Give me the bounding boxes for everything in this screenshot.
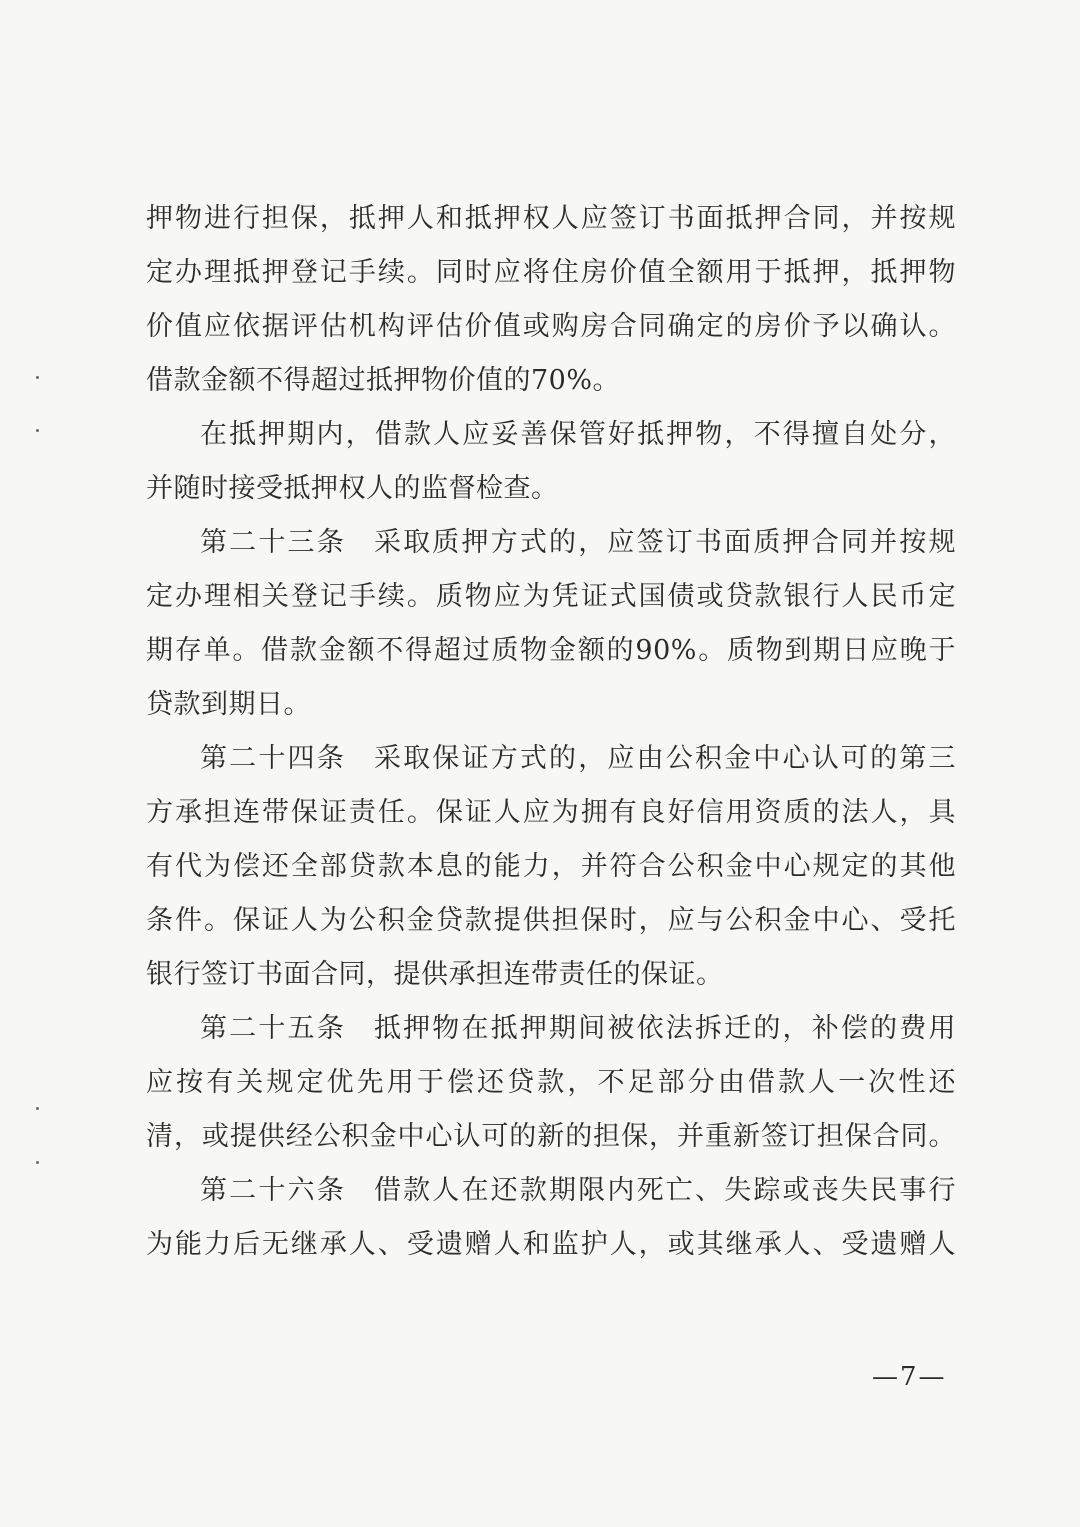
article-number: 第二十四条: [200, 743, 346, 774]
paragraph: [146, 408, 956, 516]
text-line: 清，或提供经公积金中心认可的新的担保，并重新签订担保合同。: [146, 1121, 956, 1152]
text-line: 银行签订书面合同，提供承担连带责任的保证。: [146, 959, 724, 990]
paragraph: [146, 1002, 956, 1164]
document-body: [146, 192, 956, 1272]
article-text: 借款人在还款期限内死亡、失踪或丧失民事行: [373, 1175, 956, 1206]
text-line: 价值应依据评估机构评估价值或购房合同确定的房价予以确认。: [146, 311, 956, 342]
text-line: 定办理相关登记手续。质物应为凭证式国债或贷款银行人民币定: [146, 581, 956, 612]
paragraph: [146, 192, 956, 408]
text-line: 借款金额不得超过抵押物价值的70%。: [146, 365, 621, 396]
text-line: 押物进行担保，抵押人和抵押权人应签订书面抵押合同，并按规: [146, 203, 956, 234]
article-text: 采取保证方式的，应由公积金中心认可的第三: [373, 743, 956, 774]
text-line: 定办理抵押登记手续。同时应将住房价值全额用于抵押，抵押物: [146, 257, 956, 288]
text-line: 应按有关规定优先用于偿还贷款，不足部分由借款人一次性还: [146, 1067, 956, 1098]
article-number: 第二十五条: [200, 1013, 346, 1044]
article-text: 抵押物在抵押期间被依法拆迁的，补偿的费用: [373, 1013, 956, 1044]
text-line: [146, 1002, 956, 1056]
text-line: 方承担连带保证责任。保证人应为拥有良好信用资质的法人，具: [146, 797, 956, 828]
text-line: 条件。保证人为公积金贷款提供担保时，应与公积金中心、受托: [146, 905, 956, 936]
text-line: [146, 1164, 956, 1218]
text-line: 在抵押期内，借款人应妥善保管好抵押物，不得擅自处分，: [200, 419, 956, 450]
page-number: —7—: [872, 1362, 947, 1392]
margin-speck: [36, 376, 39, 379]
margin-speck: [36, 429, 39, 432]
text-line: 期存单。借款金额不得超过质物金额的90%。质物到期日应晚于: [146, 635, 956, 666]
margin-speck: [36, 1161, 39, 1164]
paragraph: [146, 1164, 956, 1272]
article-number: 第二十三条: [200, 527, 346, 558]
text-line: 为能力后无继承人、受遗赠人和监护人，或其继承人、受遗赠人: [146, 1229, 956, 1260]
text-line: 贷款到期日。: [146, 689, 311, 720]
text-line: [146, 516, 956, 570]
text-line: 有代为偿还全部贷款本息的能力，并符合公积金中心规定的其他: [146, 851, 956, 882]
article-number: 第二十六条: [200, 1175, 346, 1206]
paragraph: [146, 516, 956, 732]
margin-speck: [36, 1107, 39, 1110]
paragraph: [146, 732, 956, 1002]
article-text: 采取质押方式的，应签订书面质押合同并按规: [373, 527, 956, 558]
text-line: [146, 732, 956, 786]
text-line: 并随时接受抵押权人的监督检查。: [146, 473, 559, 504]
